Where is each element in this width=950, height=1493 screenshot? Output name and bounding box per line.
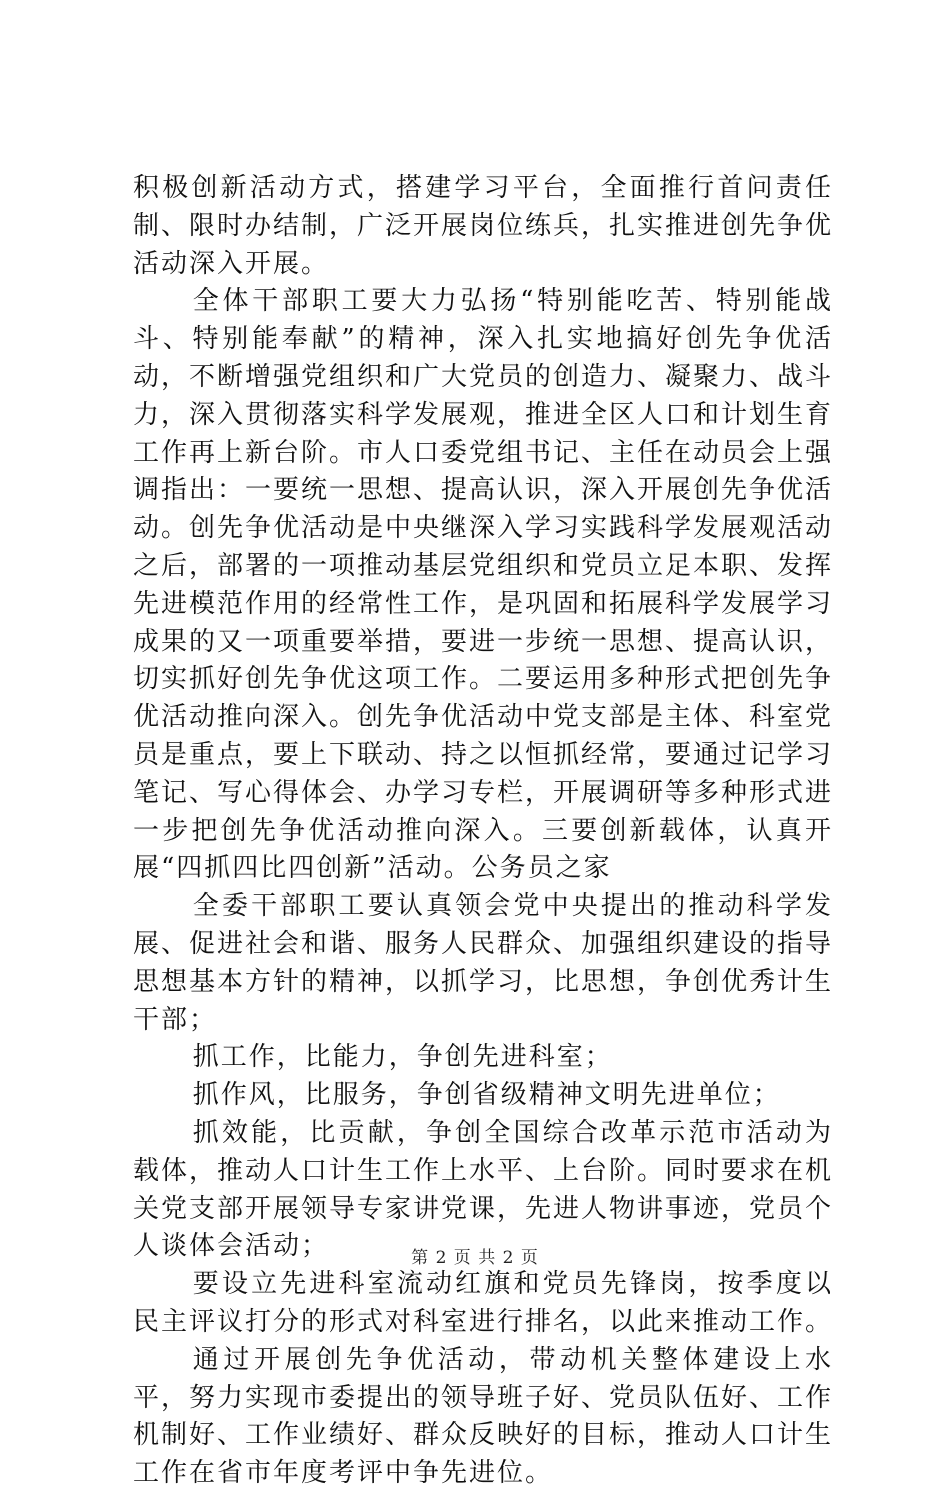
paragraph-conclusion: 通过开展创先争优活动，带动机关整体建设上水平，努力实现市委提出的领导班子好、党员队伍好、工作机制好、工作业绩好、群众反映好的目标，推动人口计生工作在省市年度考评中争先进位。 xyxy=(133,1344,834,1489)
page-number-footer: 第 2 页 共 2 页 xyxy=(411,1248,539,1268)
paragraph-guiding-thought: 全委干部职工要认真领会党中央提出的推动科学发展、促进社会和谐、服务人民群众、加强组织建设的指导思想基本方针的精神，以抓学习，比思想，争创优秀计生干部； xyxy=(133,891,834,1035)
paragraph-style-service: 抓作风，比服务，争创省级精神文明先进单位； xyxy=(192,1080,781,1111)
paragraph-spirit: 全体干部职工要大力弘扬“特别能吃苦、特别能战斗、特别能奉献”的精神，深入扎实地搞好创先争优活动，不断增强党组织和广大党员的创造力、凝聚力、战斗力，深入贯彻落实科学发展观，推进全区人口和计划生育工作再上新台阶。市人口委党组书记、主任在动员会上强调指出：一要统一思想、提高认识，深入开展创先争优活动。创先争优活动是中央继深入学习实践科学发展观活动之后，部署的一项推动基层党组织和党员立足本职、发挥先进模范作用的经常性工作，是巩固和拓展科学发展学习成果的又一项重要举措，要进一步统一思想、提高认识，切实抓好创先争优这项工作。二要运用多种形式把创先争优活动推向深入。创先争优活动中党支部是主体、科室党员是重点，要上下联动、持之以恒抓经常，要通过记学习笔记、写心得体会、办学习专栏，开展调研等多种形式进一步把创先争优活动推向深入。三要创新载体，认真开展“四抓四比四创新”活动。公务员之家 xyxy=(133,286,834,884)
document-body xyxy=(133,170,833,1493)
paragraph-continuation: 积极创新活动方式，搭建学习平台，全面推行首问责任制、限时办结制，广泛开展岗位练兵，扎实推进创先争优活动深入开展。 xyxy=(133,173,834,279)
paragraph-red-flag: 要设立先进科室流动红旗和党员先锋岗，按季度以民主评议打分的形式对科室进行排名，以此来推动工作。 xyxy=(133,1269,834,1337)
paragraph-work-ability: 抓工作，比能力，争创先进科室； xyxy=(192,1042,613,1073)
paragraph-efficiency: 抓效能，比贡献，争创全国综合改革示范市活动为载体，推动人口计生工作上水平、上台阶。同时要求在机关党支部开展领导专家讲党课，先进人物讲事迹，党员个人谈体会活动； xyxy=(133,1117,834,1262)
